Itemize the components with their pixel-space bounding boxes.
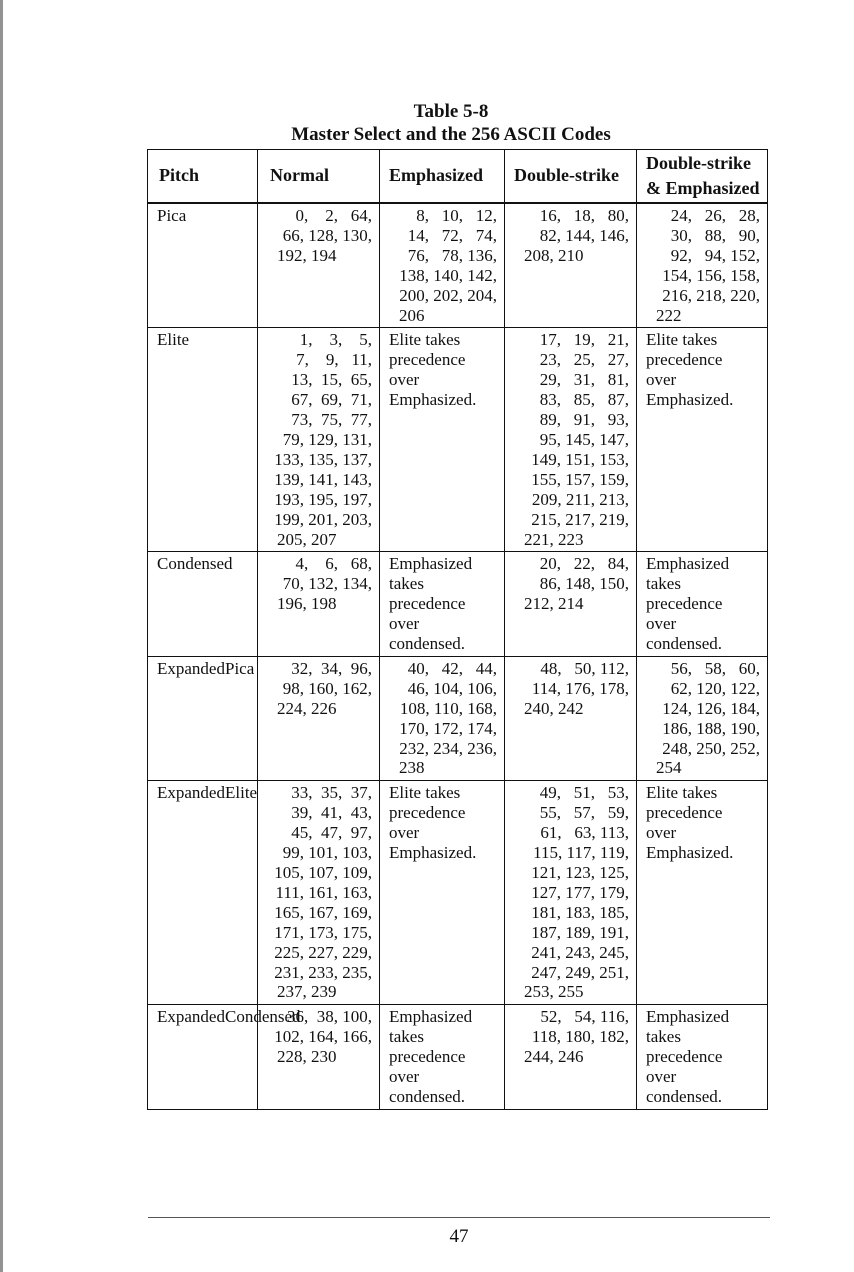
cell-line: 205, 207 bbox=[277, 529, 337, 549]
cell-line: precedence bbox=[646, 803, 723, 823]
cell-line: over bbox=[389, 370, 420, 390]
cell-emphasized bbox=[380, 203, 505, 328]
cell-line: over bbox=[646, 823, 677, 843]
cell-line: precedence bbox=[646, 594, 723, 614]
cell-line: 192, 194 bbox=[277, 245, 337, 265]
cell-normal bbox=[258, 656, 380, 780]
cell-line: 121, 123, 125, bbox=[531, 863, 629, 882]
cell-line: Condensed bbox=[224, 1007, 301, 1027]
cell-double-strike-emphasized bbox=[637, 656, 768, 780]
cell-line: over bbox=[646, 370, 677, 390]
cell-line: 181, 183, 185, bbox=[531, 902, 629, 922]
cell-line: 224, 226 bbox=[277, 698, 337, 718]
cell-double-strike bbox=[505, 328, 637, 552]
cell-line: 32, 34, 96, bbox=[291, 658, 372, 678]
cell-line: 0, 2, 64, bbox=[295, 206, 372, 225]
cell-line: 40, 42, 44, bbox=[407, 658, 497, 678]
cell-line: 56, 58, 60, bbox=[670, 658, 760, 678]
cell-line: 222 bbox=[656, 305, 682, 325]
cell-line: Emphasized. bbox=[646, 390, 734, 410]
cell-line: 55, 57, 59, bbox=[539, 803, 629, 823]
cell-line: 76, 78, 136, bbox=[407, 245, 497, 265]
cell-line: 30, 88, 90, bbox=[670, 225, 760, 245]
cell-line: condensed. bbox=[646, 634, 723, 654]
cell-line: 200, 202, 204, bbox=[399, 285, 497, 305]
cell-line: 208, 210 bbox=[524, 245, 584, 265]
cell-line: 225, 227, 229, bbox=[274, 942, 372, 962]
cell-line: 7, 9, 11, bbox=[296, 350, 372, 370]
cell-line: Expanded bbox=[157, 1007, 225, 1027]
cell-line: 193, 195, 197, bbox=[274, 489, 372, 509]
cell-emphasized bbox=[380, 328, 505, 552]
cell-normal bbox=[258, 328, 380, 552]
cell-line: over bbox=[389, 1067, 420, 1087]
table-row bbox=[148, 1005, 768, 1110]
cell-line: Elite takes bbox=[646, 330, 718, 350]
cell-line: 186, 188, 190, bbox=[662, 718, 760, 738]
cell-line: 139, 141, 143, bbox=[274, 469, 372, 489]
cell-line: 73, 75, 77, bbox=[291, 410, 372, 430]
cell-line: 29, 31, 81, bbox=[539, 370, 629, 390]
cell-line: 48, 50, 112, bbox=[540, 658, 629, 678]
cell-line: Emphasized bbox=[646, 1007, 730, 1027]
cell-pitch bbox=[148, 552, 258, 657]
cell-line: condensed. bbox=[646, 1086, 723, 1106]
cell-line: Emphasized. bbox=[646, 843, 734, 863]
cell-line: 83, 85, 87, bbox=[539, 390, 629, 410]
cell-line: 244, 246 bbox=[524, 1047, 584, 1067]
cell-line: condensed. bbox=[389, 1086, 466, 1106]
cell-line: 66, 128, 130, bbox=[282, 225, 372, 245]
cell-line: 82, 144, 146, bbox=[539, 225, 629, 245]
cell-line: 253, 255 bbox=[524, 982, 584, 1002]
header-row bbox=[148, 150, 768, 204]
header-emphasized: Emphasized bbox=[380, 150, 505, 204]
table-row bbox=[148, 552, 768, 657]
cell-line: 154, 156, 158, bbox=[662, 265, 760, 285]
cell-emphasized bbox=[380, 1005, 505, 1110]
cell-line: 199, 201, 203, bbox=[274, 509, 372, 529]
cell-line: condensed. bbox=[389, 634, 466, 654]
cell-line: 149, 151, 153, bbox=[531, 449, 629, 469]
cell-line: 46, 104, 106, bbox=[407, 678, 497, 698]
cell-line: 89, 91, 93, bbox=[539, 410, 629, 430]
cell-line: 92, 94, 152, bbox=[670, 245, 760, 265]
page-edge-shadow bbox=[0, 0, 3, 1272]
cell-line: 212, 214 bbox=[524, 594, 584, 614]
cell-line: Expanded bbox=[157, 658, 225, 678]
cell-line: Elite takes bbox=[389, 783, 461, 803]
cell-line: Pica bbox=[224, 658, 255, 678]
cell-line: 102, 164, 166, bbox=[274, 1027, 372, 1047]
cell-line: 228, 230 bbox=[277, 1047, 337, 1067]
cell-line: 206 bbox=[399, 305, 425, 325]
cell-emphasized bbox=[380, 656, 505, 780]
cell-line: precedence bbox=[646, 350, 723, 370]
cell-line: Elite bbox=[157, 330, 190, 350]
cell-line: over bbox=[389, 823, 420, 843]
cell-line: over bbox=[646, 614, 677, 634]
ascii-codes-table bbox=[147, 149, 768, 1110]
cell-line: Emphasized. bbox=[389, 390, 477, 410]
header-double-emph-line1: Double-strike bbox=[646, 153, 751, 173]
cell-double-strike bbox=[505, 203, 637, 328]
cell-line: 45, 47, 97, bbox=[291, 823, 372, 843]
cell-line: 171, 173, 175, bbox=[274, 922, 372, 942]
cell-line: 24, 26, 28, bbox=[670, 206, 760, 225]
footer-rule bbox=[148, 1217, 770, 1218]
cell-line: precedence bbox=[389, 803, 466, 823]
page-number bbox=[0, 1226, 854, 1248]
cell-line: 221, 223 bbox=[524, 529, 584, 549]
cell-line: 247, 249, 251, bbox=[531, 962, 629, 982]
cell-line: Emphasized bbox=[389, 554, 473, 574]
header-double-strike: Double-strike bbox=[505, 150, 637, 204]
cell-line: 238 bbox=[399, 758, 425, 778]
cell-line: 215, 217, 219, bbox=[531, 509, 629, 529]
cell-line: 108, 110, 168, bbox=[399, 698, 497, 718]
header-double-strike-emphasized bbox=[637, 150, 768, 204]
table-row bbox=[148, 328, 768, 552]
cell-double-strike-emphasized bbox=[637, 328, 768, 552]
cell-line: 86, 148, 150, bbox=[539, 574, 629, 594]
cell-line: 105, 107, 109, bbox=[274, 863, 372, 882]
table-row bbox=[148, 781, 768, 1005]
cell-line: 127, 177, 179, bbox=[531, 882, 629, 902]
cell-line: 49, 51, 53, bbox=[539, 783, 629, 803]
cell-line: 33, 35, 37, bbox=[291, 783, 372, 803]
cell-line: 232, 234, 236, bbox=[399, 738, 497, 758]
cell-line: over bbox=[389, 614, 420, 634]
cell-emphasized bbox=[380, 781, 505, 1005]
cell-double-strike-emphasized bbox=[637, 203, 768, 328]
cell-line: 165, 167, 169, bbox=[274, 902, 372, 922]
cell-line: 17, 19, 21, bbox=[539, 330, 629, 350]
cell-double-strike bbox=[505, 656, 637, 780]
header-pitch: Pitch bbox=[148, 150, 258, 204]
cell-line: 237, 239 bbox=[277, 982, 337, 1002]
cell-line: 187, 189, 191, bbox=[531, 922, 629, 942]
cell-line: 114, 176, 178, bbox=[531, 678, 629, 698]
cell-line: 124, 126, 184, bbox=[662, 698, 760, 718]
cell-line: takes bbox=[646, 1027, 681, 1047]
cell-normal bbox=[258, 781, 380, 1005]
table-caption bbox=[0, 100, 854, 146]
cell-line: 209, 211, 213, bbox=[531, 489, 629, 509]
cell-line: Elite takes bbox=[646, 783, 718, 803]
page-number-text: 47 bbox=[449, 1226, 469, 1247]
cell-double-strike bbox=[505, 781, 637, 1005]
cell-line: 133, 135, 137, bbox=[274, 449, 372, 469]
cell-normal bbox=[258, 203, 380, 328]
cell-line: 36, 38, 100, bbox=[287, 1007, 372, 1027]
table-title: Master Select and the 256 ASCII Codes bbox=[291, 124, 611, 145]
cell-line: 111, 161, 163, bbox=[275, 882, 372, 902]
cell-line: 1, 3, 5, bbox=[299, 330, 372, 350]
cell-line: 23, 25, 27, bbox=[539, 350, 629, 370]
cell-double-strike-emphasized bbox=[637, 781, 768, 1005]
cell-line: 99, 101, 103, bbox=[282, 843, 372, 863]
cell-line: 14, 72, 74, bbox=[407, 225, 497, 245]
cell-line: precedence bbox=[389, 1047, 466, 1067]
cell-line: 67, 69, 71, bbox=[291, 390, 372, 410]
cell-line: 241, 243, 245, bbox=[531, 942, 629, 962]
header-normal: Normal bbox=[258, 150, 380, 204]
cell-line: 95, 145, 147, bbox=[539, 429, 629, 449]
cell-line: takes bbox=[646, 574, 681, 594]
cell-line: Emphasized bbox=[646, 554, 730, 574]
cell-pitch bbox=[148, 203, 258, 328]
table-label: Table 5-8 bbox=[413, 101, 489, 122]
cell-normal bbox=[258, 552, 380, 657]
cell-line: 196, 198 bbox=[277, 594, 337, 614]
cell-pitch bbox=[148, 656, 258, 780]
cell-line: Condensed bbox=[157, 554, 233, 574]
cell-line: 115, 117, 119, bbox=[533, 843, 629, 863]
cell-line: 16, 18, 80, bbox=[539, 206, 629, 225]
cell-line: 170, 172, 174, bbox=[399, 718, 497, 738]
cell-line: Pica bbox=[157, 206, 187, 225]
cell-line: 61, 63, 113, bbox=[540, 823, 629, 843]
cell-line: takes bbox=[389, 574, 424, 594]
cell-line: Elite takes bbox=[389, 330, 461, 350]
cell-line: precedence bbox=[389, 350, 466, 370]
cell-line: 4, 6, 68, bbox=[295, 554, 372, 574]
cell-double-strike-emphasized bbox=[637, 552, 768, 657]
cell-line: 52, 54, 116, bbox=[540, 1007, 629, 1027]
cell-line: 138, 140, 142, bbox=[399, 265, 497, 285]
cell-double-strike bbox=[505, 1005, 637, 1110]
cell-line: 79, 129, 131, bbox=[282, 429, 372, 449]
cell-line: 70, 132, 134, bbox=[282, 574, 372, 594]
cell-line: Emphasized. bbox=[389, 843, 477, 863]
cell-pitch bbox=[148, 1005, 301, 1110]
cell-line: 231, 233, 235, bbox=[274, 962, 372, 982]
cell-line: Elite bbox=[224, 783, 258, 803]
cell-emphasized bbox=[380, 552, 505, 657]
cell-line: 8, 10, 12, bbox=[416, 206, 497, 225]
cell-line: 62, 120, 122, bbox=[670, 678, 760, 698]
cell-line: 216, 218, 220, bbox=[662, 285, 760, 305]
cell-line: over bbox=[646, 1067, 677, 1087]
cell-double-strike-emphasized bbox=[637, 1005, 768, 1110]
cell-line: 39, 41, 43, bbox=[291, 803, 372, 823]
cell-line: precedence bbox=[646, 1047, 723, 1067]
cell-line: Emphasized bbox=[389, 1007, 473, 1027]
cell-pitch bbox=[148, 328, 258, 552]
table-row bbox=[148, 656, 768, 780]
cell-line: precedence bbox=[389, 594, 466, 614]
cell-line: 118, 180, 182, bbox=[531, 1027, 629, 1047]
cell-line: Expanded bbox=[157, 783, 225, 803]
cell-line: 254 bbox=[656, 758, 682, 778]
cell-double-strike bbox=[505, 552, 637, 657]
table-row bbox=[148, 203, 768, 328]
cell-pitch bbox=[148, 781, 258, 1005]
cell-line: 13, 15, 65, bbox=[291, 370, 372, 390]
cell-line: 20, 22, 84, bbox=[539, 554, 629, 574]
header-double-emph-line2: & Emphasized bbox=[646, 178, 760, 198]
cell-line: 248, 250, 252, bbox=[662, 738, 760, 758]
cell-line: 155, 157, 159, bbox=[531, 469, 629, 489]
cell-line: takes bbox=[389, 1027, 424, 1047]
cell-line: 240, 242 bbox=[524, 698, 584, 718]
cell-line: 98, 160, 162, bbox=[282, 678, 372, 698]
